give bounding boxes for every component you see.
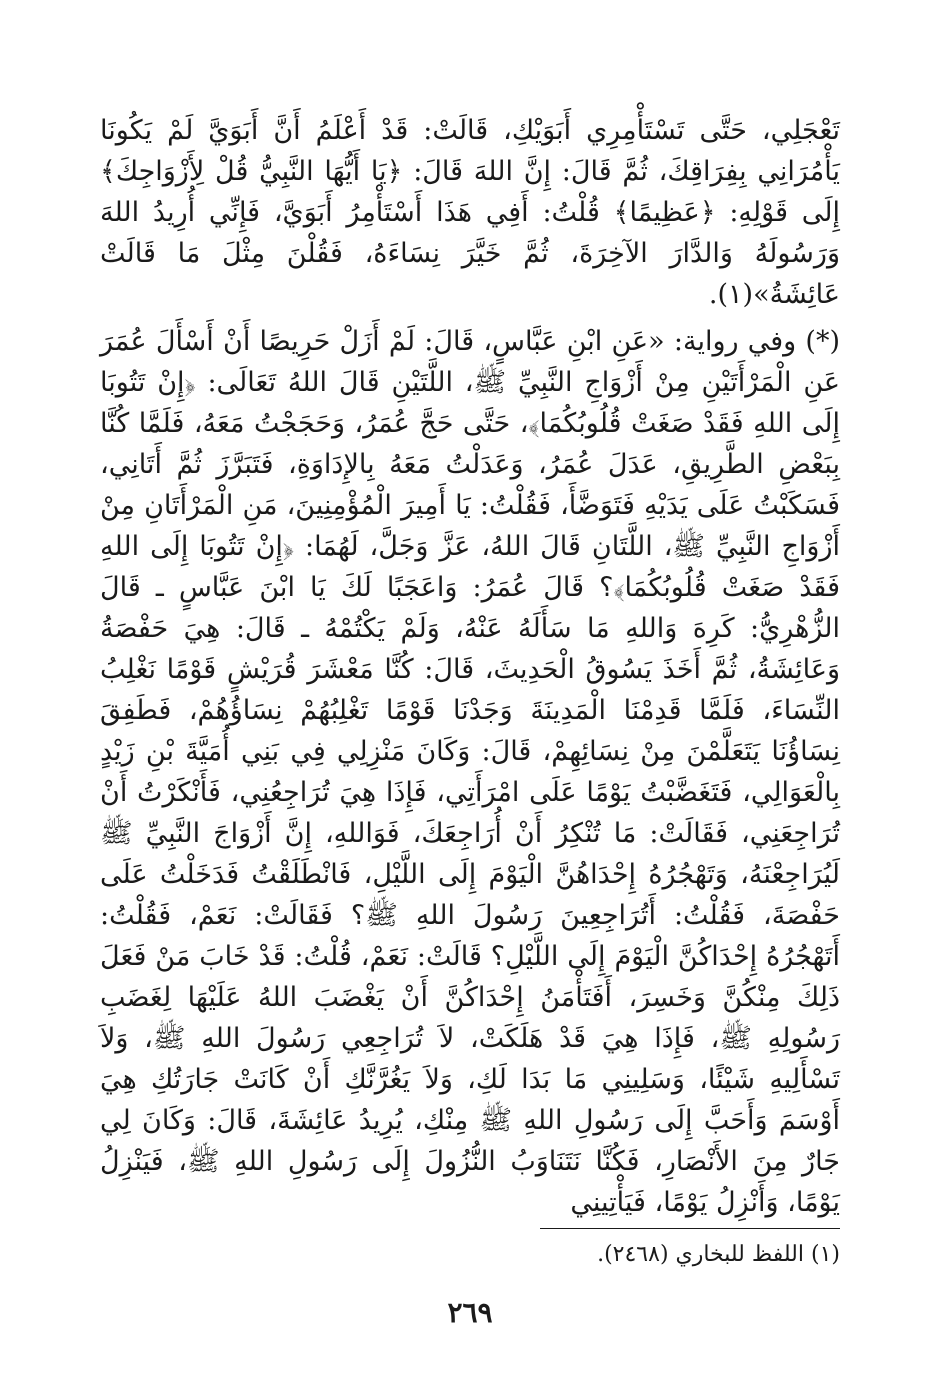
- page-number: ٢٦٩: [447, 1296, 493, 1329]
- page-body: [100, 110, 840, 1223]
- footnote-divider: [540, 1228, 840, 1229]
- body-paragraph-2: (*) وفي رواية: «عَنِ ابْنِ عَبَّاسٍ، قَالَ: لَمْ أَزَلْ حَرِيصًا أَنْ أَسْأَلَ عُمَرَ عَنِ الْمَرْأَتَيْنِ مِنْ أَزْوَاجِ النَّبِيِّ ﷺ، اللَّتَيْنِ قَالَ اللهُ تَعَالَى: ﴿إِنْ تَتُوبَا إِلَى اللهِ فَقَدْ صَغَتْ قُلُوبُكُمَا﴾، حَتَّى حَجَّ عُمَرُ، وَحَجَجْتُ مَعَهُ، فَلَمَّا كُنَّا بِبَعْضِ الطَّرِيقِ، عَدَلَ عُمَرُ، وَعَدَلْتُ مَعَهُ بِالإِدَاوَةِ، فَتَبَرَّزَ ثُمَّ أَتَانِي، فَسَكَبْتُ عَلَى يَدَيْهِ فَتَوَضَّأَ، فَقُلْتُ: يَا أَمِيرَ الْمُؤْمِنِينَ، مَنِ الْمَرْأَتَانِ مِنْ أَزْوَاجِ النَّبِيِّ ﷺ، اللَّتَانِ قَالَ اللهُ، عَزَّ وَجَلَّ، لَهُمَا: ﴿إِنْ تَتُوبَا إِلَى اللهِ فَقَدْ صَغَتْ قُلُوبُكُمَا﴾؟ قَالَ عُمَرُ: وَاعَجَبًا لَكَ يَا ابْنَ عَبَّاسٍ ـ قَالَ الزُّهْرِيُّ: كَرِهَ وَاللهِ مَا سَأَلَهُ عَنْهُ، وَلَمْ يَكْتُمْهُ ـ قَالَ: هِيَ حَفْصَةُ وَعَائِشَةُ، ثُمَّ أَخَذَ يَسُوقُ الْحَدِيثَ، قَالَ: كُنَّا مَعْشَرَ قُرَيْشٍ قَوْمًا نَغْلِبُ النِّسَاءَ، فَلَمَّا قَدِمْنَا الْمَدِينَةَ وَجَدْنَا قَوْمًا تَغْلِبُهُمْ نِسَاؤُهُمْ، فَطَفِقَ نِسَاؤُنَا يَتَعَلَّمْنَ مِنْ نِسَائِهِمْ، قَالَ: وَكَانَ مَنْزِلِي فِي بَنِي أُمَيَّةَ بْنِ زَيْدٍ بِالْعَوَالِي، فَتَغَضَّبْتُ يَوْمًا عَلَى امْرَأَتِي، فَإِذَا هِيَ تُرَاجِعُنِي، فَأَنْكَرْتُ أَنْ تُرَاجِعَنِي، فَقَالَتْ: مَا تُنْكِرُ أَنْ أُرَاجِعَكَ، فَوَاللهِ، إِنَّ أَزْوَاجَ النَّبِيِّ ﷺ لَيُرَاجِعْنَهُ، وَتَهْجُرُهُ إِحْدَاهُنَّ الْيَوْمَ إِلَى اللَّيْلِ، فَانْطَلَقْتُ فَدَخَلْتُ عَلَى حَفْصَةَ، فَقُلْتُ: أَتُرَاجِعِينَ رَسُولَ اللهِ ﷺ؟ فَقَالَتْ: نَعَمْ، فَقُلْتُ: أَتَهْجُرُهُ إِحْدَاكُنَّ الْيَوْمَ إِلَى اللَّيْلِ؟ قَالَتْ: نَعَمْ، قُلْتُ: قَدْ خَابَ مَنْ فَعَلَ ذَلِكَ مِنْكُنَّ وَخَسِرَ، أَفَتَأْمَنُ إِحْدَاكُنَّ أَنْ يَغْضَبَ اللهُ عَلَيْهَا لِغَضَبِ رَسُولِهِ ﷺ، فَإِذَا هِيَ قَدْ هَلَكَتْ، لاَ تُرَاجِعِي رَسُولَ اللهِ ﷺ، وَلاَ تَسْأَلِيهِ شَيْئًا، وَسَلِينِي مَا بَدَا لَكِ، وَلاَ يَغُرَّنَّكِ أَنْ كَانَتْ جَارَتُكِ هِيَ أَوْسَمَ وَأَحَبَّ إِلَى رَسُولِ اللهِ ﷺ مِنْكِ، يُرِيدُ عَائِشَةَ، قَالَ: وَكَانَ لِي جَارٌ مِنَ الأَنْصَارِ، فَكُنَّا نَتَنَاوَبُ النُّزُولَ إِلَى رَسُولِ اللهِ ﷺ، فَيَنْزِلُ يَوْمًا، وَأَنْزِلُ يَوْمًا، فَيَأْتِينِي: [100, 326, 840, 1218]
- body-paragraph-1: تَعْجَلِي، حَتَّى تَسْتَأْمِرِي أَبَوَيْكِ، قَالَتْ: قَدْ أَعْلَمُ أَنَّ أَبَوَيَّ لَمْ يَكُونَا يَأْمُرَانِي بِفِرَاقِكَ، ثُمَّ قَالَ: إِنَّ اللهَ قَالَ: ﴿يَا أَيُّهَا النَّبِيُّ قُلْ لِأَزْوَاجِكَ﴾ إِلَى قَوْلِهِ: ﴿عَظِيمًا﴾ قُلْتُ: أَفِي هَذَا أَسْتَأْمِرُ أَبَوَيَّ، فَإِنِّي أُرِيدُ اللهَ وَرَسُولَهُ وَالدَّارَ الآخِرَةَ، ثُمَّ خَيَّرَ نِسَاءَهُ، فَقُلْنَ مِثْلَ مَا قَالَتْ عَائِشَةُ»(١).: [100, 115, 840, 310]
- footnote: (١) اللفظ للبخاري (٢٤٦٨).: [597, 1242, 840, 1267]
